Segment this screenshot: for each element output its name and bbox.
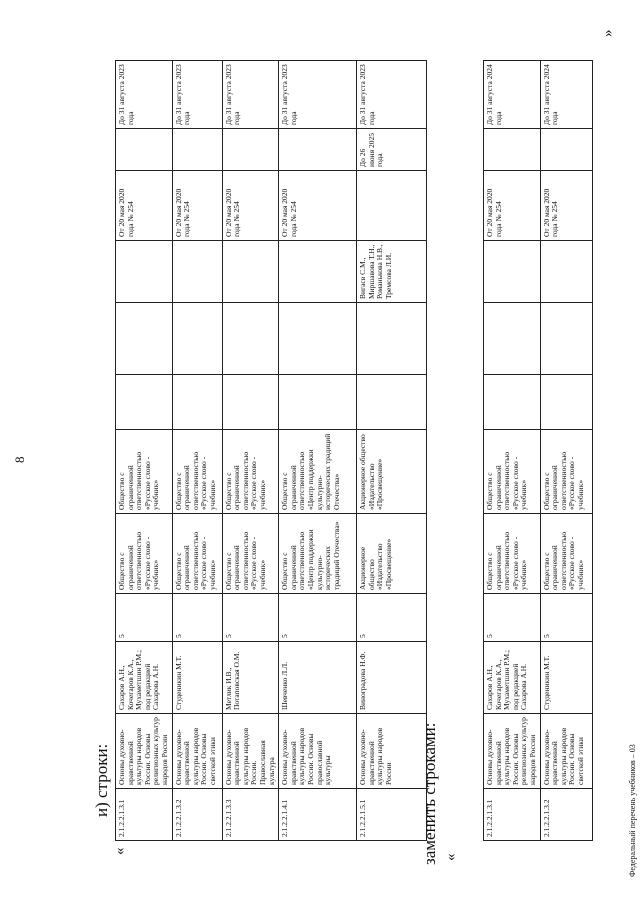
- publisher-secondary: Общество с ограниченной ответственностью «Русское слово - учебник»: [172, 430, 222, 514]
- textbook-name: Основы духовно-нравственной культуры народов России. Православная культура: [222, 714, 279, 789]
- textbook-name: Основы духовно-нравственной культуры народов России. Основы религиозных культур народов России: [116, 714, 173, 789]
- empty-cell: [279, 375, 357, 430]
- publisher: Общество с ограниченной ответственностью «Русское слово - учебник»: [540, 514, 592, 594]
- publisher: Общество с ограниченной ответственностью «Русское слово - учебник»: [116, 514, 173, 594]
- empty-cell: [484, 303, 541, 375]
- editors: [116, 241, 173, 303]
- approval-order: [357, 171, 427, 241]
- textbook-name: Основы духовно-нравственной культуры народов России. Основы светской этики: [172, 714, 222, 789]
- grade: 5: [540, 594, 592, 642]
- publisher: Общество с ограниченной ответственностью «Русское слово - учебник»: [222, 514, 279, 594]
- row-code: 2.1.2.2.1.3.3: [222, 789, 279, 841]
- table-row: [279, 61, 357, 841]
- grade: 5: [484, 594, 541, 642]
- empty-cell: [484, 375, 541, 430]
- valid-until: До 31 августа 2024 года: [484, 61, 541, 129]
- section-caption-old-rows: и) строки:: [92, 743, 111, 817]
- publisher-secondary: Общество с ограниченной ответственностью «Русское слово - учебник»: [484, 430, 541, 514]
- empty-cell: [540, 303, 592, 375]
- authors: Виноградова Н.Ф.: [357, 642, 427, 714]
- update-date: [116, 129, 173, 171]
- valid-until: До 31 августа 2023 года: [116, 61, 173, 129]
- row-code: 2.1.2.2.1.3.2: [172, 789, 222, 841]
- approval-order: От 20 мая 2020 года № 254: [279, 171, 357, 241]
- grade: 5: [172, 594, 222, 642]
- opening-quote: «: [443, 853, 459, 861]
- approval-order: От 20 мая 2020 года № 254: [222, 171, 279, 241]
- table-row: [484, 61, 541, 841]
- grade: 5: [116, 594, 173, 642]
- authors: Метлик И.В., Потаповская О.М.: [222, 642, 279, 714]
- editors: [279, 241, 357, 303]
- editors: [484, 241, 541, 303]
- publisher: Общество с ограниченной ответственностью «Центр поддержки культурно-исторических традиций Отечества»: [279, 514, 357, 594]
- page-number: 8: [12, 456, 27, 463]
- footer-note: Федеральный перечень учебников – 03: [628, 744, 637, 877]
- empty-cell: [222, 375, 279, 430]
- table-row: [540, 61, 592, 841]
- grade: 5: [279, 594, 357, 642]
- table-row: [116, 61, 173, 841]
- grade: 5: [357, 594, 427, 642]
- authors: Шевченко Л.Л.: [279, 642, 357, 714]
- row-code: 2.1.2.2.1.3.1: [484, 789, 541, 841]
- opening-quote: «: [112, 847, 128, 855]
- publisher-secondary: Акционерное общество «Издательство «Просвещение»: [357, 430, 427, 514]
- editors: Вигасв С.М., Миршавова Т.Н., Романькова Н.В., Тремсова Л.И.: [357, 241, 427, 303]
- update-date: До 26 июня 2025 года: [357, 129, 427, 171]
- empty-cell: [357, 375, 427, 430]
- valid-until: До 31 августа 2024 года: [540, 61, 592, 129]
- approval-order: От 20 мая 2020 года № 254: [484, 171, 541, 241]
- table-row: [357, 61, 427, 841]
- empty-cell: [116, 375, 173, 430]
- publisher: Общество с ограниченной ответственностью «Русское слово - учебник»: [172, 514, 222, 594]
- update-date: [172, 129, 222, 171]
- authors: Студеникин М.Т.: [172, 642, 222, 714]
- publisher: Акционерное общество «Издательство «Просвещение»: [357, 514, 427, 594]
- update-date: [540, 129, 592, 171]
- empty-cell: [222, 303, 279, 375]
- approval-order: От 20 мая 2020 года № 254: [540, 171, 592, 241]
- empty-cell: [357, 303, 427, 375]
- row-code: 2.1.2.2.1.5.1: [357, 789, 427, 841]
- section-caption-new-rows: заменить строками:: [420, 722, 439, 865]
- old-rows-table: [115, 60, 427, 841]
- update-date: [279, 129, 357, 171]
- editors: [540, 241, 592, 303]
- table-row: [222, 61, 279, 841]
- empty-cell: [172, 375, 222, 430]
- empty-cell: [172, 303, 222, 375]
- publisher-secondary: Общество с ограниченной ответственностью «Русское слово - учебник»: [540, 430, 592, 514]
- valid-until: До 31 августа 2023 года: [172, 61, 222, 129]
- empty-cell: [279, 303, 357, 375]
- new-rows-table: [483, 60, 593, 841]
- row-code: 2.1.2.2.1.3.1: [116, 789, 173, 841]
- grade: 5: [222, 594, 279, 642]
- empty-cell: [116, 303, 173, 375]
- textbook-name: Основы духовно-нравственной культуры народов России: [357, 714, 427, 789]
- publisher: Общество с ограниченной ответственностью «Русское слово - учебник»: [484, 514, 541, 594]
- approval-order: От 20 мая 2020 года № 254: [172, 171, 222, 241]
- row-code: 2.1.2.2.1.3.2: [540, 789, 592, 841]
- update-date: [222, 129, 279, 171]
- valid-until: До 31 августа 2023 года: [357, 61, 427, 129]
- table-row: [172, 61, 222, 841]
- publisher-secondary: Общество с ограниченной ответственностью «Центр поддержки культурно-исторических традиций Отечества»: [279, 430, 357, 514]
- row-code: 2.1.2.2.1.4.1: [279, 789, 357, 841]
- publisher-secondary: Общество с ограниченной ответственностью «Русское слово - учебник»: [222, 430, 279, 514]
- closing-quote: »: [600, 29, 616, 37]
- empty-cell: [540, 375, 592, 430]
- textbook-name: Основы духовно-нравственной культуры народов России. Основы религиозных культур народов России: [484, 714, 541, 789]
- authors: Студеникин М.Т.: [540, 642, 592, 714]
- editors: [172, 241, 222, 303]
- authors: Сахаров А.Н., Кочегаров К.А., Мухаметшин Р.М.; под редакцией Сахарова А.Н.: [484, 642, 541, 714]
- valid-until: До 31 августа 2023 года: [222, 61, 279, 129]
- textbook-name: Основы духовно-нравственной культуры народов России. Основы светской этики: [540, 714, 592, 789]
- publisher-secondary: Общество с ограниченной ответственностью «Русское слово - учебник»: [116, 430, 173, 514]
- textbook-name: Основы духовно-нравственной культуры народов России. Основы православной культуры: [279, 714, 357, 789]
- authors: Сахаров А.Н., Кочегаров К.А., Мухаметшин Р.М.; под редакцией Сахарова А.Н.: [116, 642, 173, 714]
- approval-order: От 20 мая 2020 года № 254: [116, 171, 173, 241]
- update-date: [484, 129, 541, 171]
- editors: [222, 241, 279, 303]
- valid-until: До 31 августа 2023 года: [279, 61, 357, 129]
